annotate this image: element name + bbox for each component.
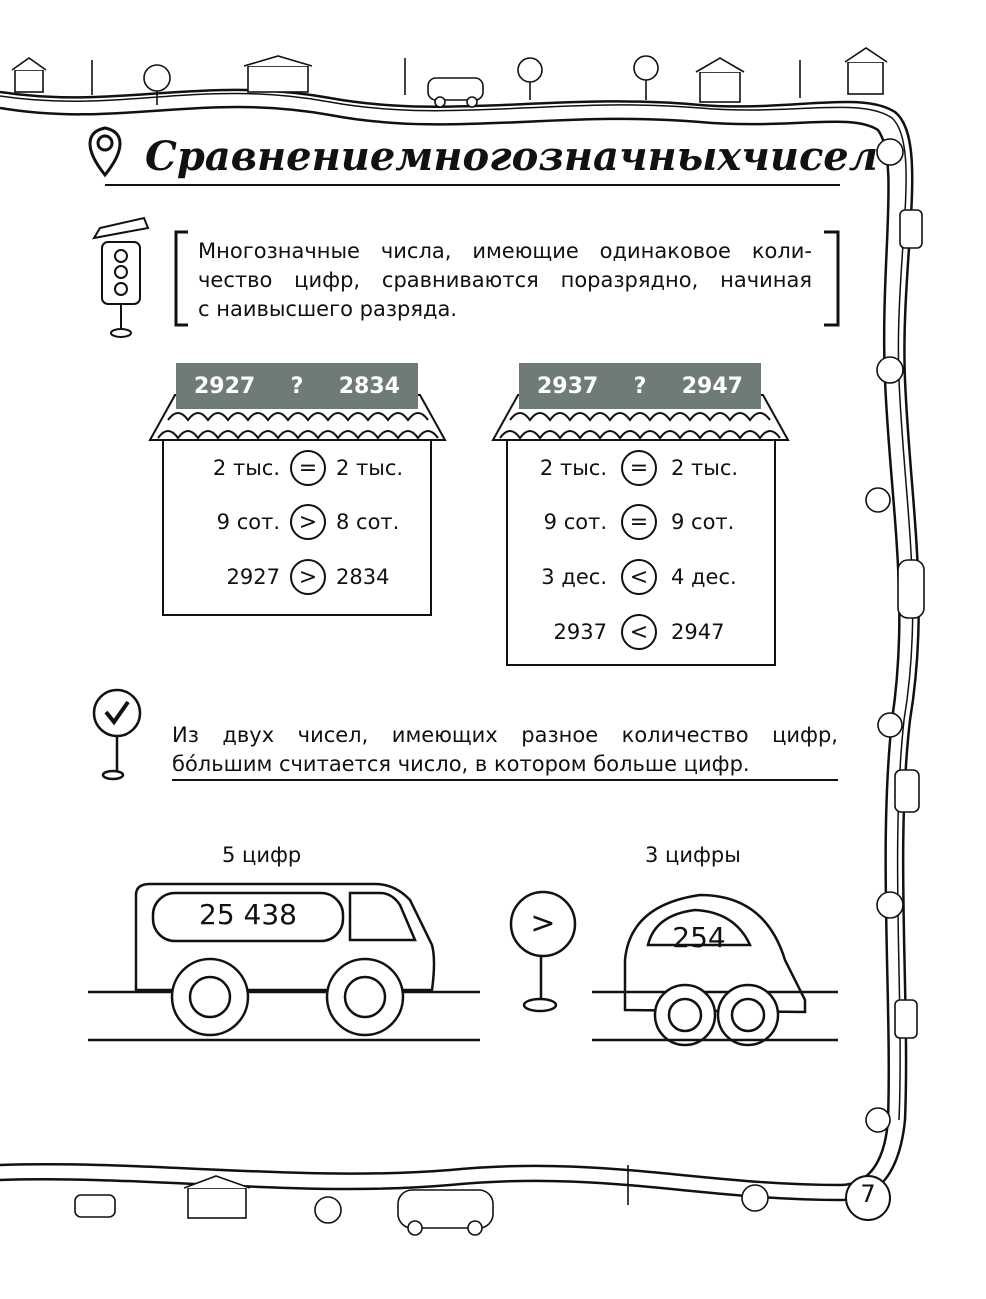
title-underline: [105, 184, 840, 186]
row-left: 9 сот.: [543, 510, 607, 534]
row-left: 2 тыс.: [212, 456, 280, 480]
comparison-sign: >: [290, 559, 326, 595]
example-1-question: ?: [290, 373, 304, 399]
comparison-sign: <: [621, 559, 657, 595]
example-2-question: ?: [633, 373, 647, 399]
example-2-row: [512, 614, 772, 650]
title-word-1: Сравнение: [145, 132, 396, 180]
rule-1-line-2: чество цифр, сравниваются поразрядно, начиная: [198, 268, 812, 292]
check-sign-icon: [94, 690, 140, 779]
row-right: 2 тыс.: [336, 456, 404, 480]
comparison-sign: >: [530, 906, 556, 941]
example-1-right-number: 2834: [338, 373, 400, 399]
row-right: 9 сот.: [671, 510, 735, 534]
row-left: 3 дес.: [541, 565, 607, 589]
row-right: 2834: [336, 565, 390, 589]
example-1-row: [170, 504, 425, 540]
bus-number: 25 438: [199, 898, 297, 931]
title-word-2: многозначных: [395, 132, 742, 180]
row-left: 2 тыс.: [539, 456, 607, 480]
page-number: 7: [860, 1180, 876, 1208]
title-word-3: чисел: [741, 132, 879, 180]
comparison-sign: =: [621, 504, 657, 540]
row-right: 2 тыс.: [671, 456, 739, 480]
example-2-row: [512, 559, 772, 595]
example-2-header: [519, 363, 761, 409]
rule-1: [198, 237, 812, 324]
example-2-row: [512, 504, 772, 540]
row-left: 2937: [553, 620, 607, 644]
comparison-sign: >: [290, 504, 326, 540]
car-number: 254: [672, 921, 726, 954]
traffic-light-icon: [94, 218, 148, 337]
comparison-sign: =: [621, 450, 657, 486]
car-icon: [592, 895, 838, 1045]
rule-2-line-1: Из двух чисел, имеющих разное количество цифр,: [172, 723, 838, 747]
location-pin-icon: [90, 128, 120, 175]
example-1-header: [176, 363, 418, 409]
row-left: 2927: [226, 565, 280, 589]
left-caption: 5 цифр: [222, 843, 302, 867]
right-caption: 3 цифры: [645, 843, 741, 867]
example-2-row: [512, 450, 772, 486]
comparison-sign: =: [290, 450, 326, 486]
row-right: 8 сот.: [336, 510, 400, 534]
comparison-sign: <: [621, 614, 657, 650]
rule-1-line-1: Многозначные числа, имеющие одинаковое коли-: [198, 239, 812, 263]
example-1-left-number: 2927: [194, 373, 256, 399]
rule-2-line-2: бо́льшим считается число, в котором больше цифр.: [172, 752, 750, 776]
rule-2: [172, 721, 838, 779]
rule-1-line-3: с наивысшего разряда.: [198, 297, 458, 321]
example-1-row: [170, 559, 425, 595]
example-2-left-number: 2937: [537, 373, 599, 399]
example-1-row: [170, 450, 425, 486]
page-title: [145, 128, 879, 184]
example-2-right-number: 2947: [681, 373, 743, 399]
row-right: 2947: [671, 620, 725, 644]
row-right: 4 дес.: [671, 565, 737, 589]
row-left: 9 сот.: [216, 510, 280, 534]
